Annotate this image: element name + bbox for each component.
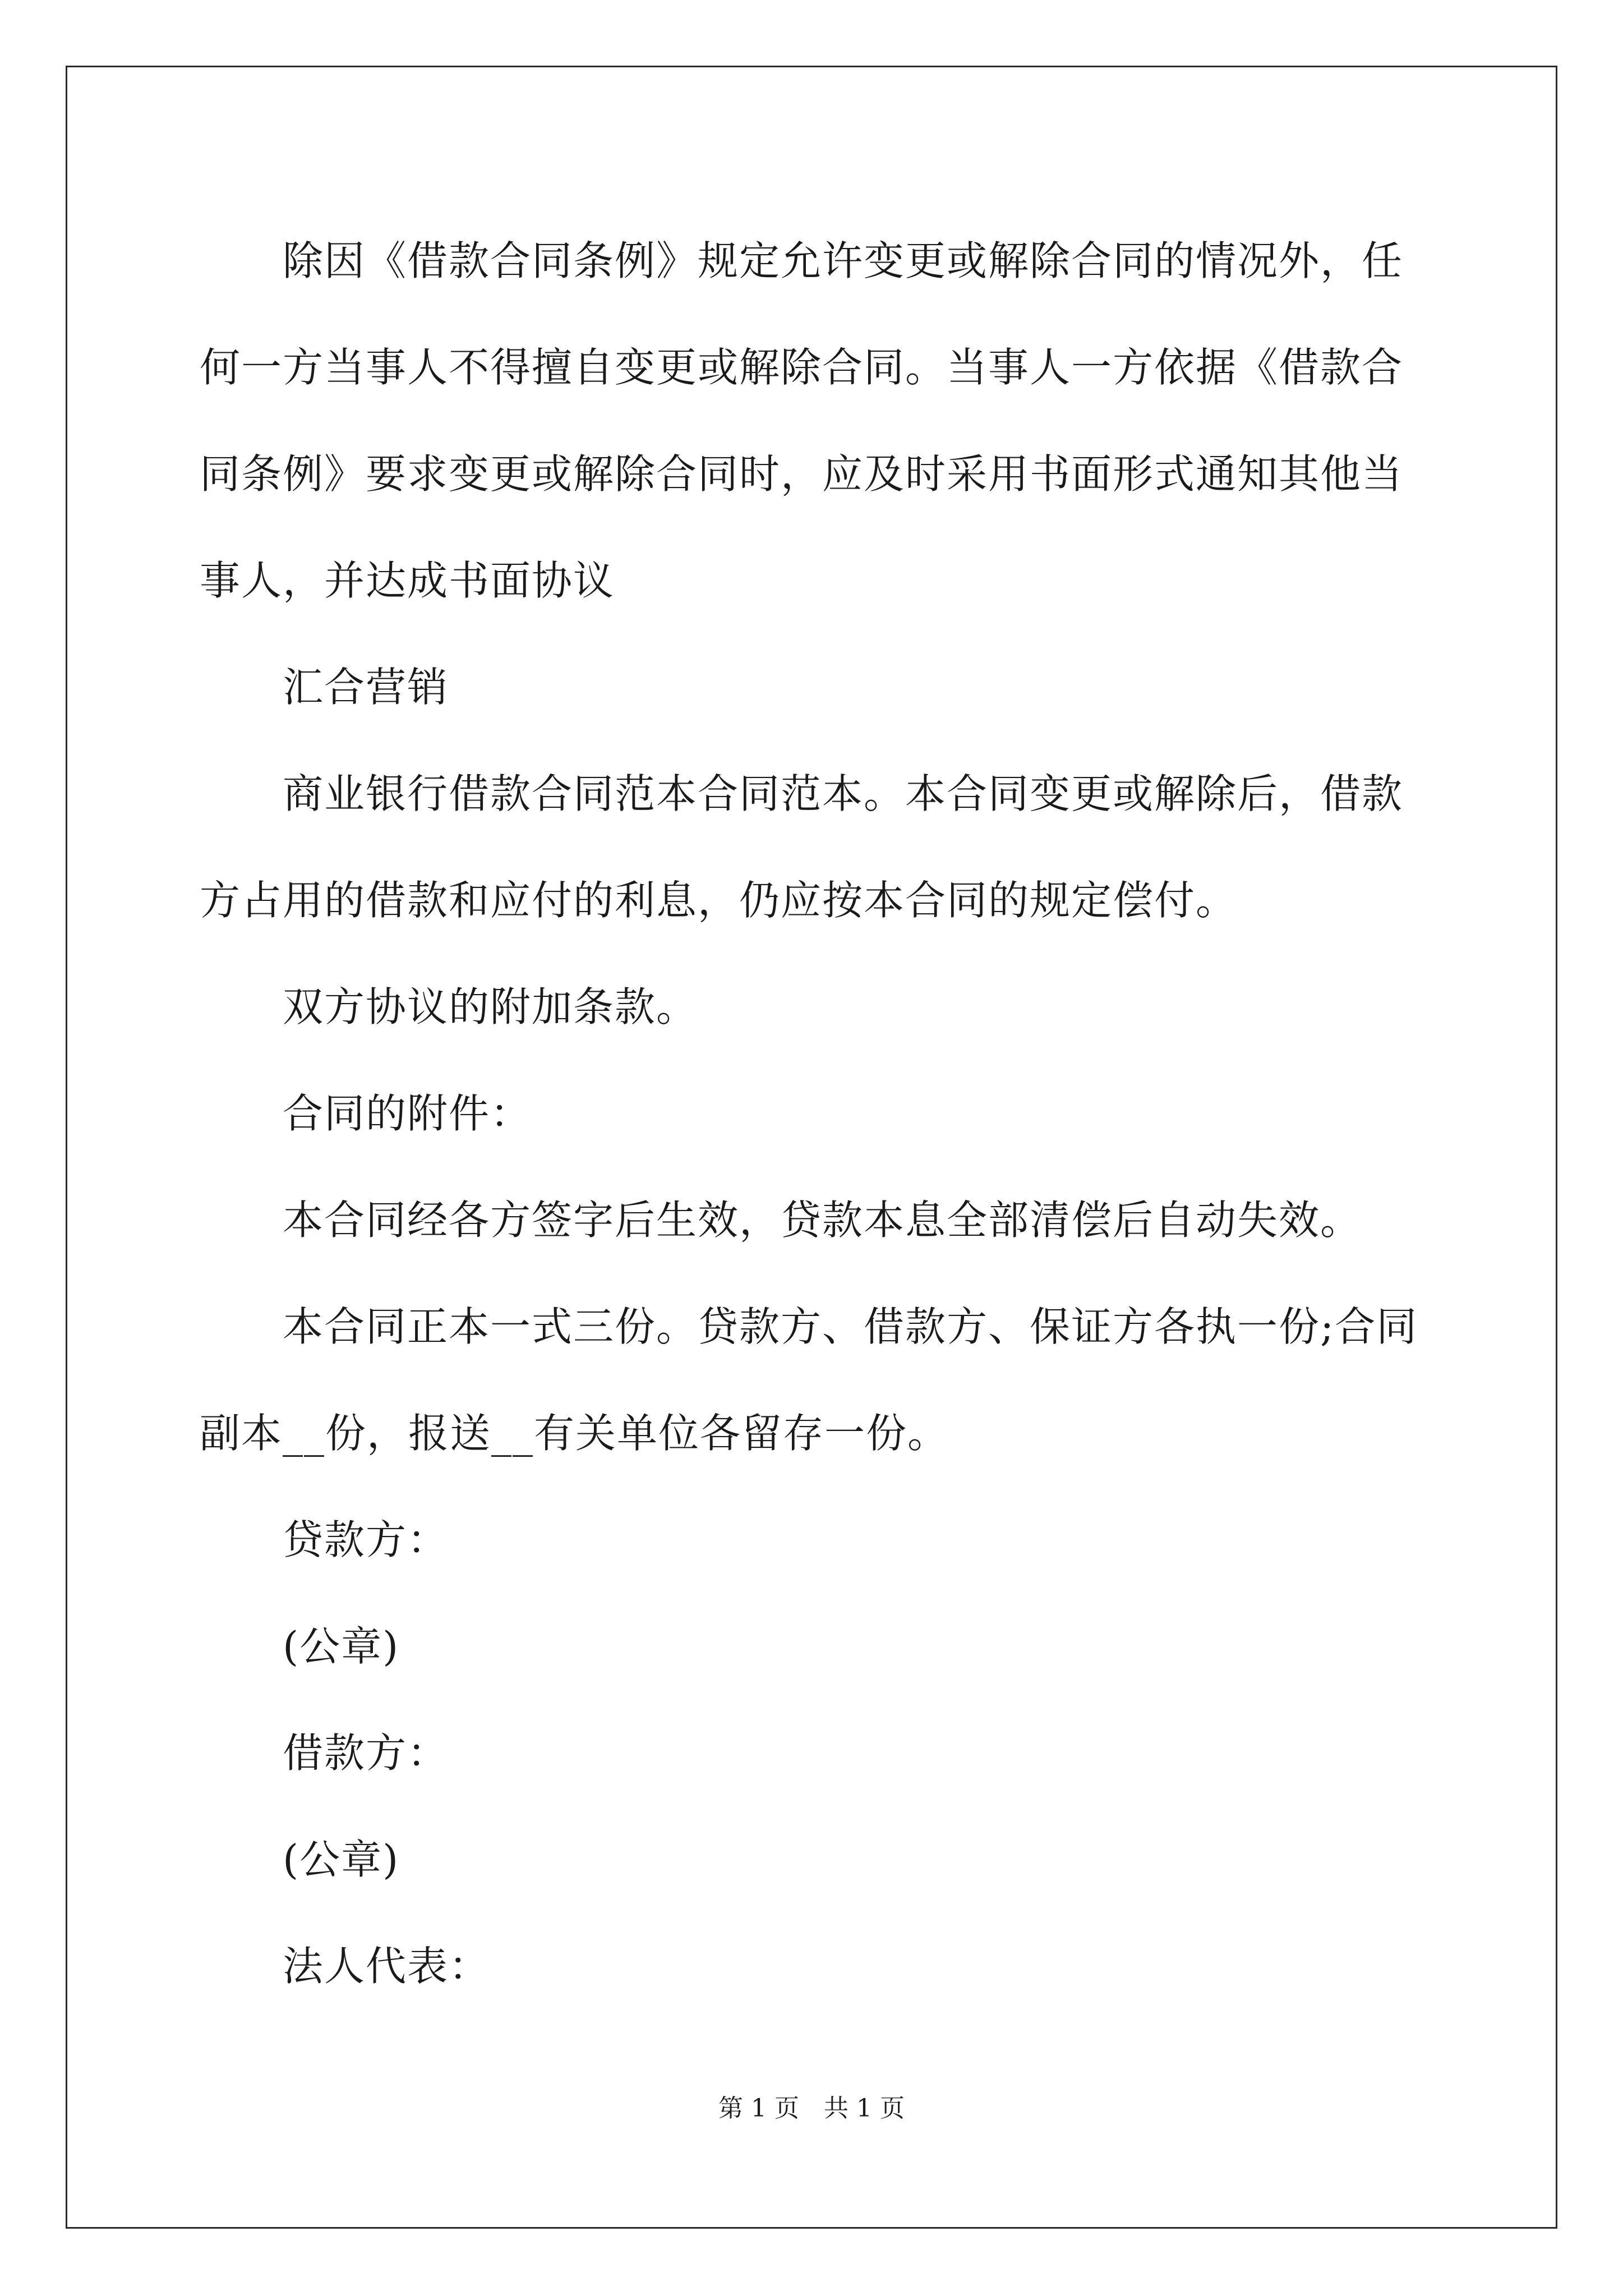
paragraph-legal-representative: 法人代表： (283, 1943, 491, 1990)
page-footer: 第 1 页 共 1 页 (718, 2094, 905, 2123)
paragraph-after-change: 商业银行借款合同范本合同范本。本合同变更或解除后，借款方占用的借款和应付的利息，仍应按本合同的规定偿付。 (200, 770, 1404, 924)
paragraph-heading: 汇合营销 (283, 664, 449, 711)
paragraph-lender: 贷款方： (283, 1516, 449, 1563)
paragraph-contract-change: 除因《借款合同条例》规定允许变更或解除合同的情况外，任何一方当事人不得擅自变更或解除合同。当事人一方依据《借款合同条例》要求变更或解除合同时，应及时采用书面形式通知其他当事人，并达成书面协议 (200, 237, 1404, 604)
paragraph-borrower: 借款方： (283, 1729, 449, 1777)
paragraph-attachments: 合同的附件： (283, 1090, 532, 1137)
paragraph-effective: 本合同经各方签字后生效，贷款本息全部清偿后自动失效。 (283, 1197, 1362, 1244)
paragraph-borrower-seal: (公章) (283, 1836, 400, 1883)
paragraph-copies: 本合同正本一式三份。贷款方、借款方、保证方各执一份;合同副本__份，报送__有关单位各留存一份。 (200, 1303, 1418, 1457)
paragraph-additional-terms: 双方协议的附加条款。 (283, 983, 698, 1030)
paragraph-lender-seal: (公章) (283, 1623, 400, 1670)
document-body (200, 208, 1422, 2019)
